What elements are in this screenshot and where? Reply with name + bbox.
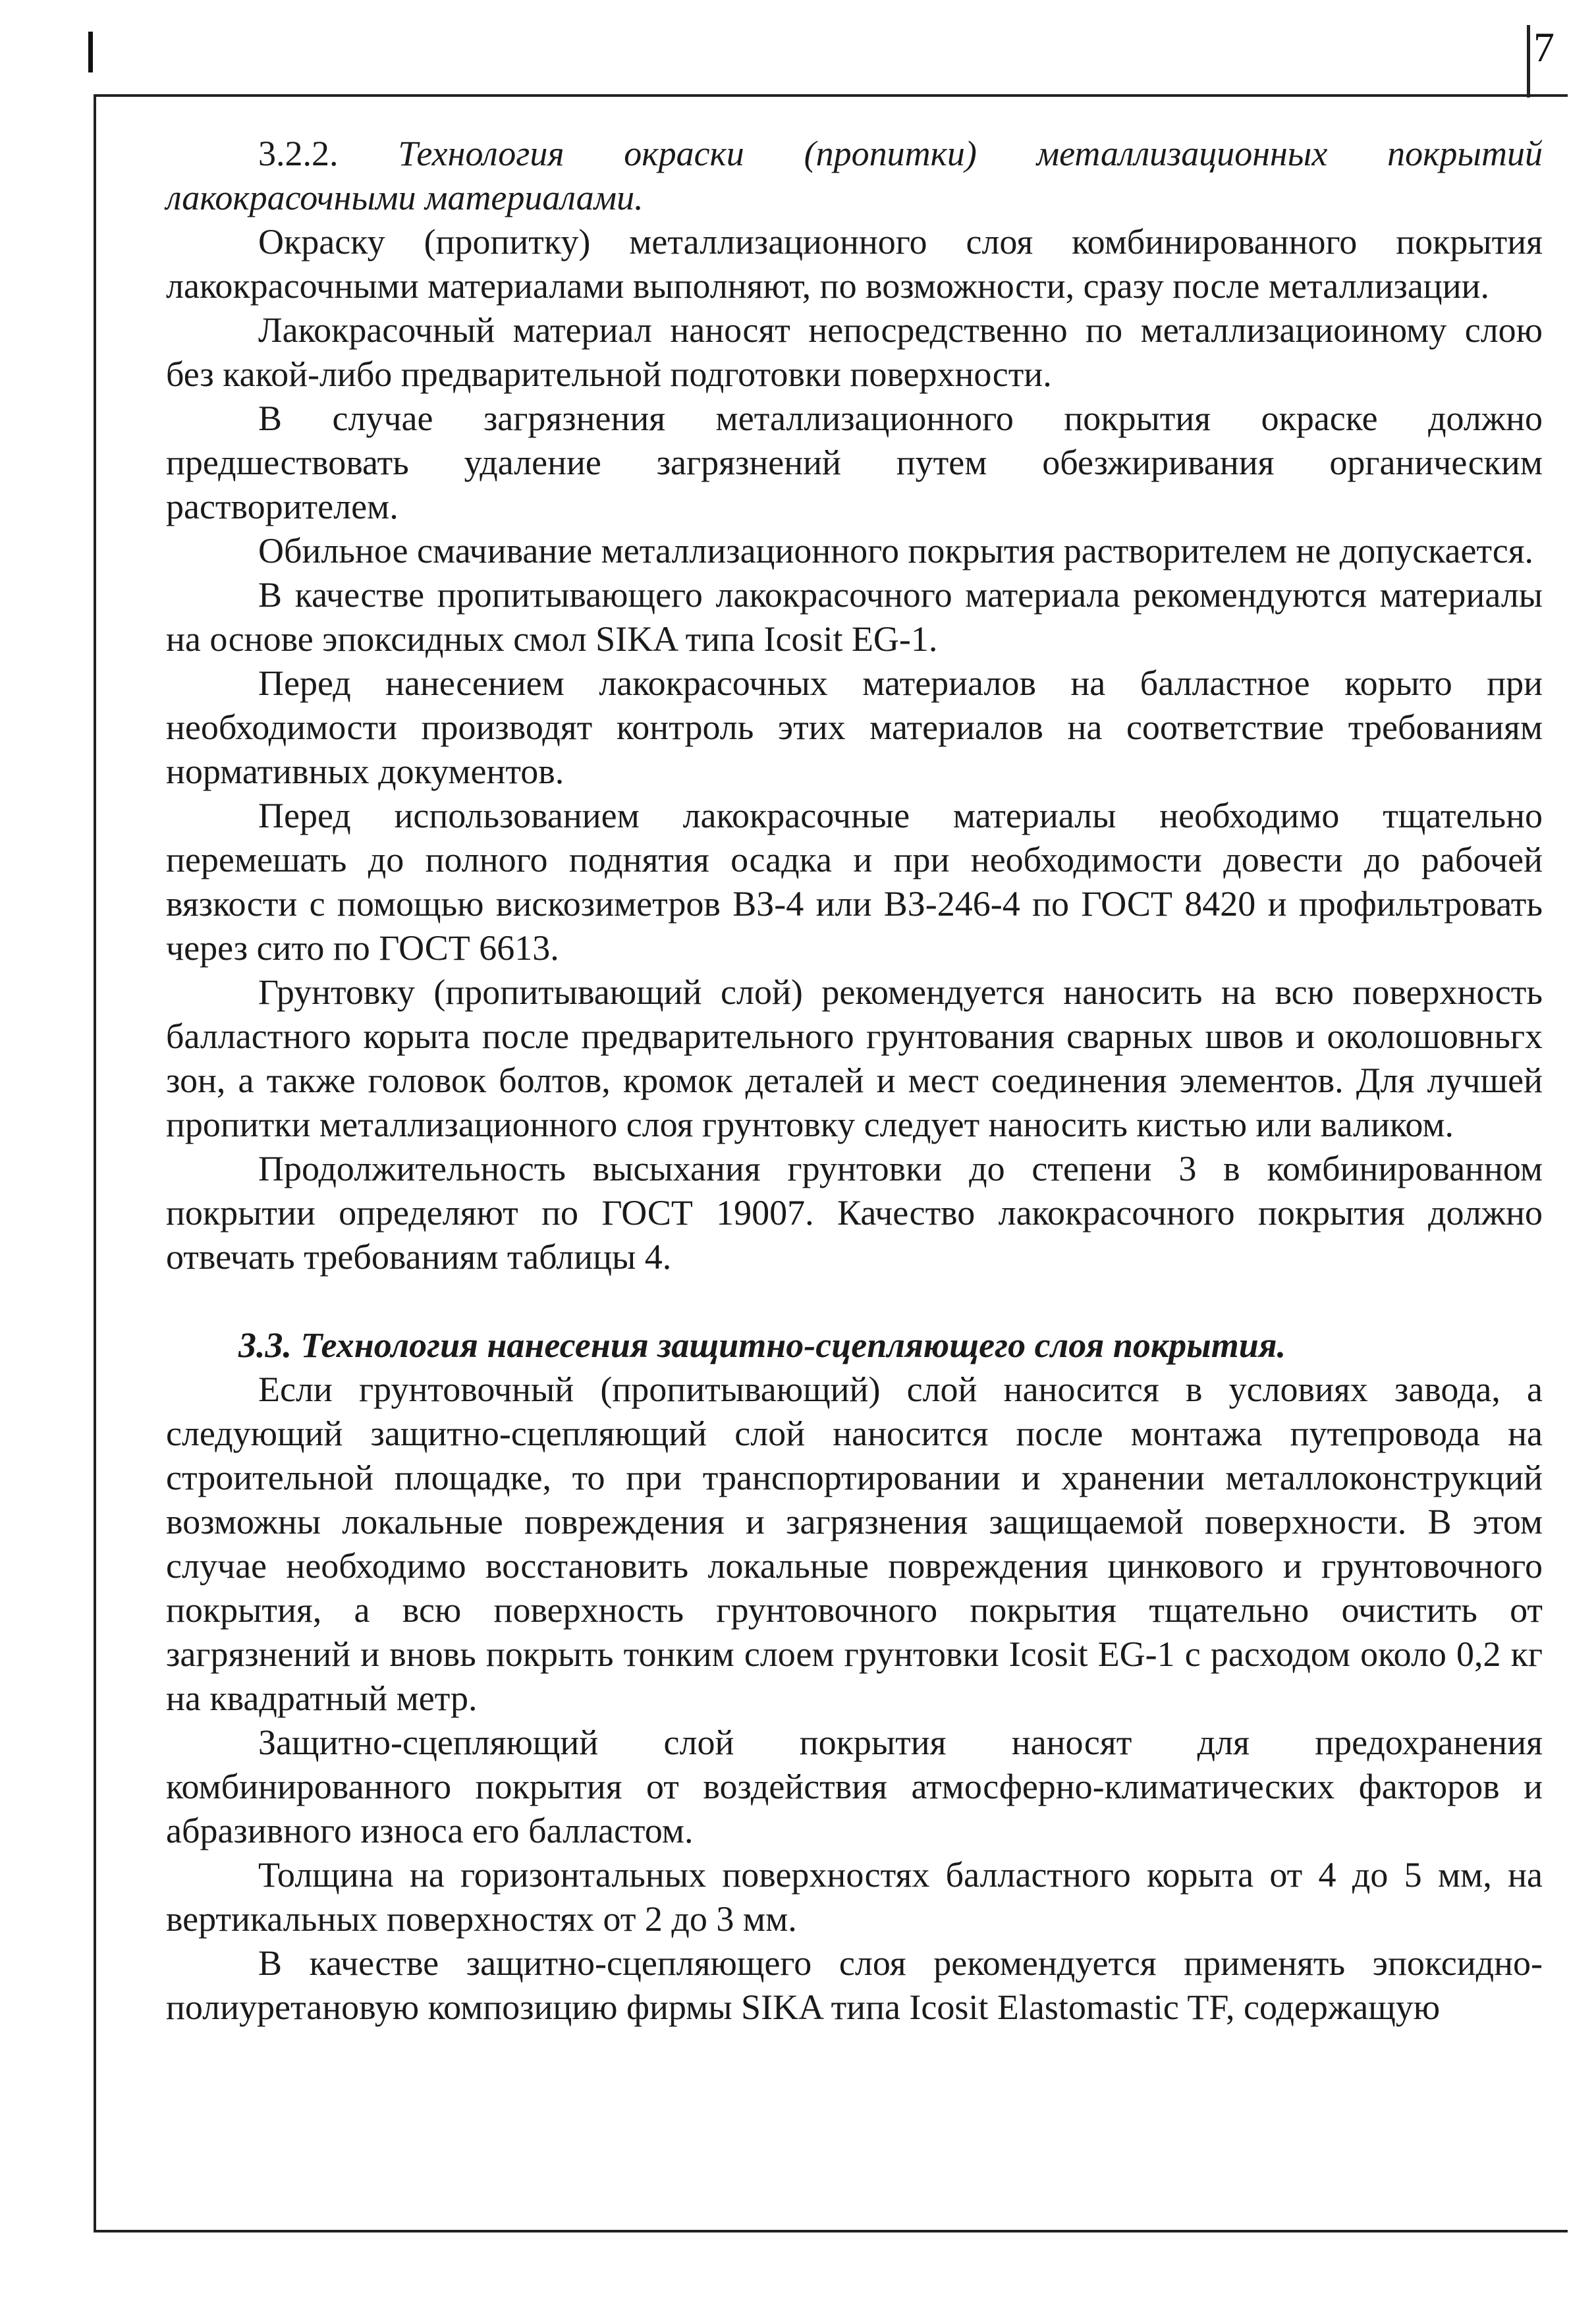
frame-bottom-line xyxy=(94,2230,1568,2232)
margin-mark xyxy=(88,32,93,72)
paragraph: Продолжительность высыхания грунтовки до степени 3 в комбинированном покрытии определяют по ГОСТ 19007. Качество лакокрасочного покрытия должно отвечать требованиям таблицы 4. xyxy=(166,1149,1543,1277)
subsection-heading xyxy=(166,132,1543,220)
page-number: 7 xyxy=(1533,24,1555,70)
frame-left-line xyxy=(94,94,96,2232)
paragraph: В случае загрязнения металлизационного покрытия окраске должно предшествовать удаление загрязнений путем обезжиривания органическим растворителем. xyxy=(166,399,1543,526)
paragraph: Толщина на горизонтальных поверхностях балластного корыта от 4 до 5 мм, на вертикальных поверхностях от 2 до 3 мм. xyxy=(166,1855,1543,1939)
document-body xyxy=(166,132,1543,2030)
paragraph: Перед использованием лакокрасочные материалы необходимо тщательно перемешать до полного поднятия осадка и при необходимости довести до рабочей вязкости с помощью вискозиметров ВЗ-4 или ВЗ-246-4 по ГОСТ 8420 и профильтровать через сито по ГОСТ 6613. xyxy=(166,796,1543,968)
frame-top-line xyxy=(94,94,1568,97)
paragraph: Обильное смачивание металлизационного покрытия растворителем не допускается. xyxy=(258,531,1534,570)
paragraph: Защитно-сцепляющий слой покрытия наносят для предохранения комбинированного покрытия от воздействия атмосферно-климатических факторов и абразивного износа его балластом. xyxy=(166,1723,1543,1850)
paragraph: В качестве защитно-сцепляющего слоя рекомендуется применять эпоксидно-полиуретановую композицию фирмы SIKA типа Icosit Elastomastic TF, содержащую xyxy=(166,1943,1543,2027)
paragraph: Лакокрасочный материал наносят непосредственно по металлизациоиному слою без какой-либо предварительной подготовки поверхности. xyxy=(166,310,1543,394)
paragraph: Грунтовку (пропитывающий слой) рекомендуется наносить на всю поверхность балластного корыта после предварительного грунтования сварных швов и околошовньгх зон, а также головок болтов, кромок деталей и мест соединения элементов. Для лучшей пропитки металлизационного слоя грунтовку следует наносить кистью или валиком. xyxy=(166,972,1543,1144)
subsection-title: Технология окраски (пропитки) металлизационных покрытий лакокрасочными материалами. xyxy=(166,134,1543,217)
page-number-tick xyxy=(1527,25,1530,97)
paragraph: Если грунтовочный (пропитывающий) слой наносится в условиях завода, а следующий защитно-сцепляющий слой наносится после монтажа путепровода на строительной площадке, то при транспортировании и хранении металлоконструкций возможны локальные повреждения и загрязнения защищаемой поверхности. В этом случае необходимо восстановить локальные повреждения цинкового и грунтовочного покрытия, а всю поверхность грунтовочного покрытия тщательно очистить от загрязнений и вновь покрыть тонким слоем грунтовки Icosit EG-1 с расходом около 0,2 кг на квадратный метр. xyxy=(166,1370,1543,1718)
paragraph: В качестве пропитывающего лакокрасочного материала рекомендуются материалы на основе эпоксидных смол SIKA типа Icosit EG-1. xyxy=(166,575,1543,659)
paragraph: Перед нанесением лакокрасочных материалов на балластное корыто при необходимости производят контроль этих материалов на соответствие требованиям нормативных документов. xyxy=(166,663,1543,791)
subsection-number: 3.2.2. xyxy=(258,134,339,173)
section-heading: 3.3. Технология нанесения защитно-сцепляющего слоя покрытия. xyxy=(238,1325,1286,1365)
paragraph: Окраску (пропитку) металлизационного слоя комбинированного покрытия лакокрасочными материалами выполняют, по возможности, сразу после металлизации. xyxy=(166,222,1543,306)
